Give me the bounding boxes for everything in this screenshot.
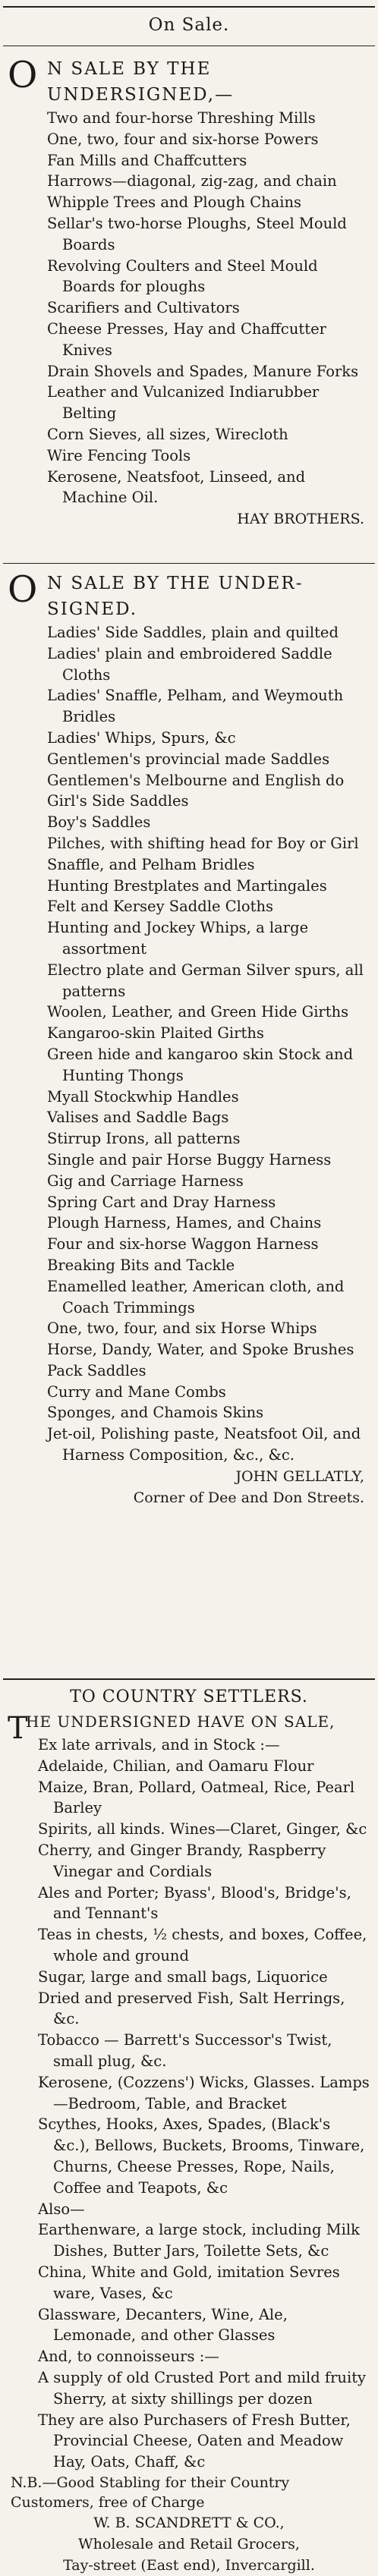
- list-item: Ales and Porter; Byass', Blood's, Bridge's, and Tennant's: [38, 1883, 351, 1923]
- item-list: [8, 1756, 370, 2473]
- drop-cap: O: [8, 54, 39, 96]
- list-item: Horse, Dandy, Water, and Spoke Brushes: [47, 1341, 354, 1359]
- list-item: Kangaroo-skin Plaited Girths: [47, 1024, 264, 1043]
- list-item: Ladies' Side Saddles, plain and quilted: [47, 624, 339, 641]
- list-item: Snaffle, and Pelham Bridles: [47, 855, 255, 873]
- list-item: Cheese Presses, Hay and Chaffcutter Knives: [47, 319, 326, 359]
- list-item: Girl's Side Saddles: [47, 792, 189, 810]
- list-item: Sponges, and Chamois Skins: [47, 1404, 264, 1422]
- list-item: Woolen, Leather, and Green Hide Girths: [47, 1003, 349, 1021]
- advertiser-address: Corner of Dee and Don Streets.: [133, 1489, 364, 1506]
- advertisement-scandrett: [8, 1686, 370, 2576]
- list-item: Valises and Saddle Bags: [47, 1109, 229, 1127]
- list-item: Teas in chests, ½ chests, and boxes, Coffee, whole and ground: [38, 1926, 367, 1964]
- list-item: Earthenware, a large stock, including Milk Dishes, Butter Jars, Toilette Sets, &c: [38, 2221, 360, 2260]
- list-item: Harrows—diagonal, zig-zag, and chain: [47, 172, 337, 190]
- list-item: Dried and preserved Fish, Salt Herrings, &c.: [38, 1989, 345, 2028]
- ad-headline-cont: SIGNED.: [47, 599, 138, 619]
- headline-text: N SALE BY THE UNDERSIGNED,—: [47, 59, 235, 105]
- list-item: A supply of old Crusted Port and mild fruity Sherry, at sixty shillings per dozen: [38, 2368, 367, 2408]
- list-item: Kerosene, Neatsfoot, Linseed, and Machine Oil.: [47, 467, 306, 507]
- list-item: China, White and Gold, imitation Sevres ware, Vases, &c: [38, 2263, 340, 2302]
- intro-text: Ex late arrivals, and in Stock :—: [38, 1736, 280, 1754]
- list-item: Scythes, Hooks, Axes, Spades, (Black's &c.), Bellows, Buckets, Brooms, Tinware, Churns, Cheese Presses, Rope, Nails, Coffee and Teapots, &c: [38, 2115, 365, 2197]
- list-item: Whipple Trees and Plough Chains: [47, 193, 302, 212]
- headline-text: N SALE BY THE UNDER-: [47, 574, 304, 593]
- list-item: Green hide and kangaroo skin Stock and Hunting Thongs: [47, 1045, 354, 1084]
- list-item: Corn Sieves, all sizes, Wirecloth: [47, 425, 288, 443]
- headline-text: HE UNDERSIGNED HAVE ON SALE,: [26, 1713, 335, 1731]
- list-item: Enamelled leather, American cloth, and Coach Trimmings: [47, 1277, 345, 1316]
- section-heading: On Sale.: [148, 15, 230, 35]
- list-item: Electro plate and German Silver spurs, all patterns: [47, 961, 364, 1000]
- list-item: Gentlemen's Melbourne and English do: [47, 771, 345, 789]
- list-item: Sellar's two-horse Ploughs, Steel Mould Boards: [47, 214, 347, 253]
- list-item: Scarifiers and Cultivators: [47, 299, 240, 317]
- list-item: Ladies' plain and embroidered Saddle Cloths: [47, 644, 332, 684]
- list-item: Plough Harness, Hames, and Chains: [47, 1214, 322, 1232]
- list-item: Tobacco — Barrett's Successor's Twist, small plug, &c.: [38, 2031, 332, 2070]
- list-item: Myall Stockwhip Handles: [47, 1087, 239, 1106]
- list-item: Hunting and Jockey Whips, a large assortment: [47, 919, 309, 958]
- list-item: Adelaide, Chilian, and Oamaru Flour: [38, 1757, 314, 1775]
- item-list: [8, 108, 370, 508]
- list-item: They are also Purchasers of Fresh Butter, Provincial Cheese, Oaten and Meadow Hay, Oats, Chaff, &c: [38, 2411, 351, 2471]
- list-item: Hunting Brestplates and Martingales: [47, 876, 327, 895]
- list-item: Gig and Carriage Harness: [47, 1172, 244, 1190]
- list-item: Fan Mills and Chaffcutters: [47, 151, 247, 169]
- list-item: Cherry, and Ginger Brandy, Raspberry Vinegar and Cordials: [38, 1841, 326, 1880]
- advertiser-address: Tay-street (East end), Invercargill.: [63, 2556, 315, 2574]
- list-item: Felt and Kersey Saddle Cloths: [47, 898, 274, 916]
- list-item: One, two, four and six-horse Powers: [47, 130, 319, 148]
- list-item: Two and four-horse Threshing Mills: [47, 109, 316, 127]
- ad-title: TO COUNTRY SETTLERS.: [70, 1687, 308, 1706]
- list-item: Curry and Mane Combs: [47, 1382, 226, 1401]
- list-item: Glassware, Decanters, Wine, Ale, Lemonade, and other Glasses: [38, 2305, 288, 2345]
- list-item: Pack Saddles: [47, 1361, 146, 1379]
- list-item: Pilches, with shifting head for Boy or Girl: [47, 834, 359, 852]
- ad-divider: [3, 563, 375, 564]
- list-item: Four and six-horse Waggon Harness: [47, 1235, 319, 1253]
- list-item: Boy's Saddles: [47, 813, 151, 832]
- list-item: Revolving Coulters and Steel Mould Boards for ploughs: [47, 256, 318, 296]
- list-item: Spirits, all kinds. Wines—Claret, Ginger, &c: [38, 1820, 367, 1838]
- list-item: One, two, four, and six Horse Whips: [47, 1319, 317, 1338]
- list-item: Also—: [38, 2200, 85, 2218]
- list-item: Gentlemen's provincial made Saddles: [47, 750, 330, 768]
- advertiser-line-2: Wholesale and Retail Grocers,: [78, 2535, 300, 2552]
- list-item: Breaking Bits and Tackle: [47, 1256, 235, 1274]
- list-item: Kerosene, (Cozzens') Wicks, Glasses. Lamps—Bedroom, Table, and Bracket: [38, 2073, 370, 2112]
- intro-line: [8, 1735, 370, 1756]
- drop-cap: O: [8, 568, 39, 611]
- advertiser-signature: HAY BROTHERS.: [237, 511, 364, 528]
- list-item: Jet-oil, Polishing paste, Neatsfoot Oil, and Harness Composition, &c., &c.: [47, 1425, 361, 1464]
- item-list: [8, 622, 370, 1466]
- list-item: Maize, Bran, Pollard, Oatmeal, Rice, Pearl Barley: [38, 1778, 355, 1817]
- ad-headline: [8, 56, 370, 108]
- advertisement-hay-brothers: [8, 56, 370, 530]
- list-item: Stirrup Irons, all patterns: [47, 1130, 241, 1148]
- advertiser-signature: JOHN GELLATLY,: [235, 1467, 364, 1485]
- list-item: Leather and Vulcanized Indiarubber Belting: [47, 383, 320, 423]
- advertisement-john-gellatly: [8, 568, 370, 1508]
- drop-cap: T: [8, 1711, 29, 1746]
- list-item: Ladies' Whips, Spurs, &c: [47, 728, 236, 747]
- advertiser-signature: W. B. SCANDRETT & CO.,: [93, 2514, 285, 2531]
- list-item: Sugar, large and small bags, Liquorice: [38, 1967, 328, 1986]
- list-item: Wire Fencing Tools: [47, 446, 191, 464]
- top-rule: [3, 6, 375, 8]
- list-item: Spring Cart and Dray Harness: [47, 1193, 276, 1211]
- list-item: Single and pair Horse Buggy Harness: [47, 1150, 332, 1168]
- nota-bene: N.B.—Good Stabling for their Country Customers, free of Charge: [11, 2474, 290, 2511]
- ad-divider: [3, 1678, 375, 1680]
- list-item: Ladies' Snaffle, Pelham, and Weymouth Bridles: [47, 687, 344, 726]
- list-item: And, to connoisseurs :—: [38, 2348, 219, 2366]
- list-item: Drain Shovels and Spades, Manure Forks: [47, 362, 359, 380]
